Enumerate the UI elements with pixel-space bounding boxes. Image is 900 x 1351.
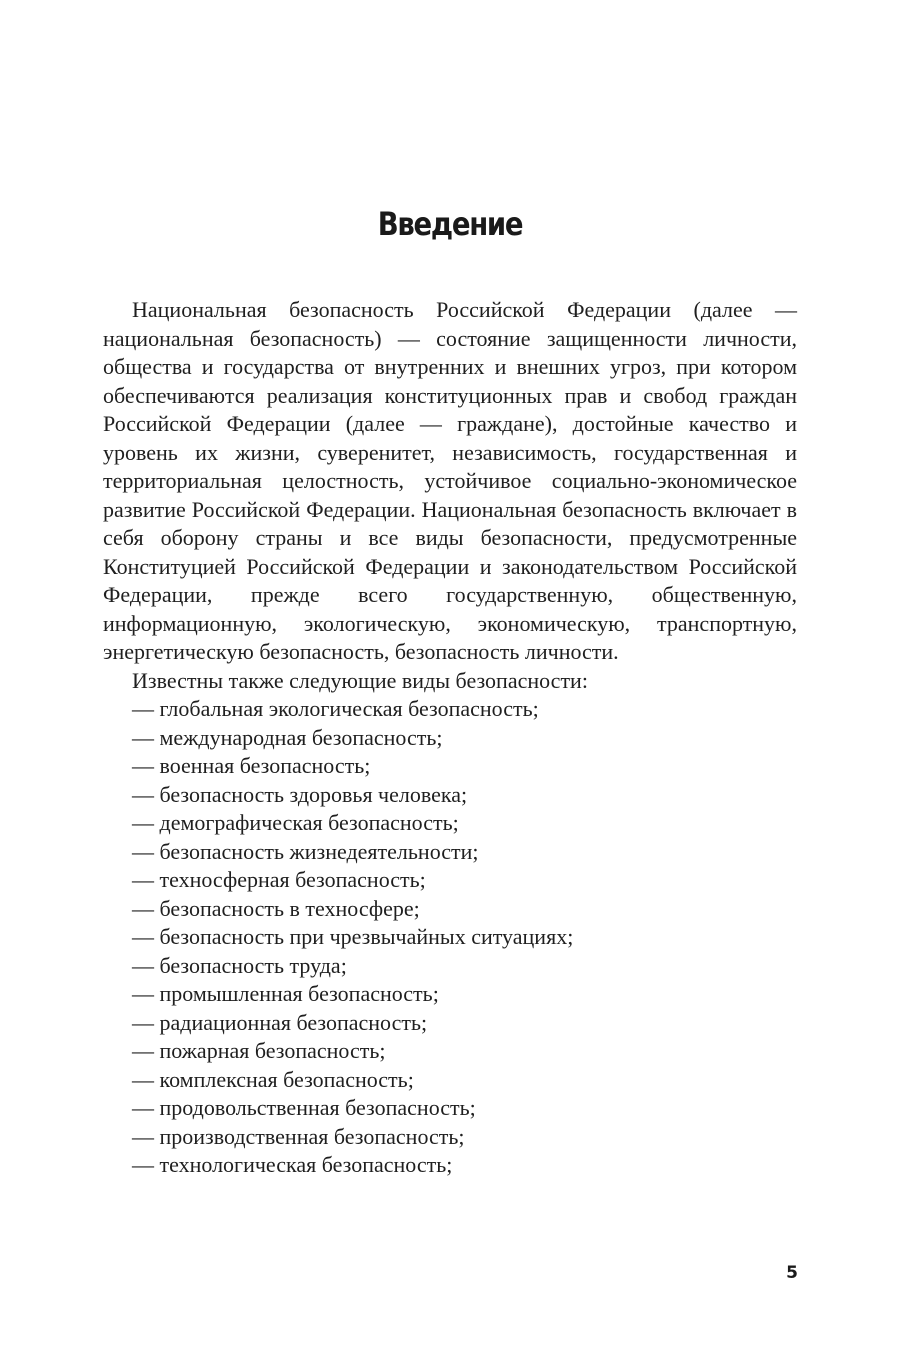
page-number: 5 (786, 1263, 798, 1283)
list-item: — технологическая безопасность; (132, 1152, 453, 1177)
intro-paragraph: Национальная безопасность Российской Федерации (далее — национальная безопасность) — состояние защищенности личности, общества и государства от внутренних и внешних угроз, при котором обеспечиваются реализация конституционных прав и свобод граждан Российской Федерации (далее — граждане), достойные качество и уровень их жизни, суверенитет, независимость, государственная и территориальная целостность, устойчивое социально-экономическое развитие Российской Федерации. Национальная безопасность включает в себя оборону страны и все виды безопасности, предусмотренные Конституцией Российской Федерации и законодательством Российской Федерации, прежде всего государственную, общественную, информационную, экологическую, экономическую, транспортную, энергетическую безопасность, безопасность личности. (103, 297, 797, 664)
list-item: — пожарная безопасность; (132, 1038, 386, 1063)
body-text (103, 296, 797, 1180)
list-item: — продовольственная безопасность; (132, 1095, 476, 1120)
list-item: — военная безопасность; (132, 753, 371, 778)
list-item: — промышленная безопасность; (132, 981, 439, 1006)
security-types-list (103, 695, 797, 1180)
list-item: — комплексная безопасность; (132, 1066, 414, 1092)
list-item: — безопасность при чрезвычайных ситуациях; (132, 924, 574, 949)
page-title: Введение (377, 205, 523, 243)
list-item: — техносферная безопасность; (132, 867, 426, 892)
list-item: — безопасность жизнедеятельности; (132, 838, 479, 864)
list-item: — международная безопасность; (132, 724, 443, 750)
list-item: — радиационная безопасность; (132, 1009, 428, 1035)
list-intro: Известны также следующие виды безопасности: (132, 667, 588, 693)
list-item: — безопасность труда; (132, 952, 347, 978)
list-item: — глобальная экологическая безопасность; (132, 696, 539, 721)
list-item: — безопасность в техносфере; (132, 895, 420, 921)
list-item: — производственная безопасность; (132, 1123, 465, 1149)
list-item: — демографическая безопасность; (132, 810, 459, 835)
list-item: — безопасность здоровья человека; (132, 781, 468, 807)
